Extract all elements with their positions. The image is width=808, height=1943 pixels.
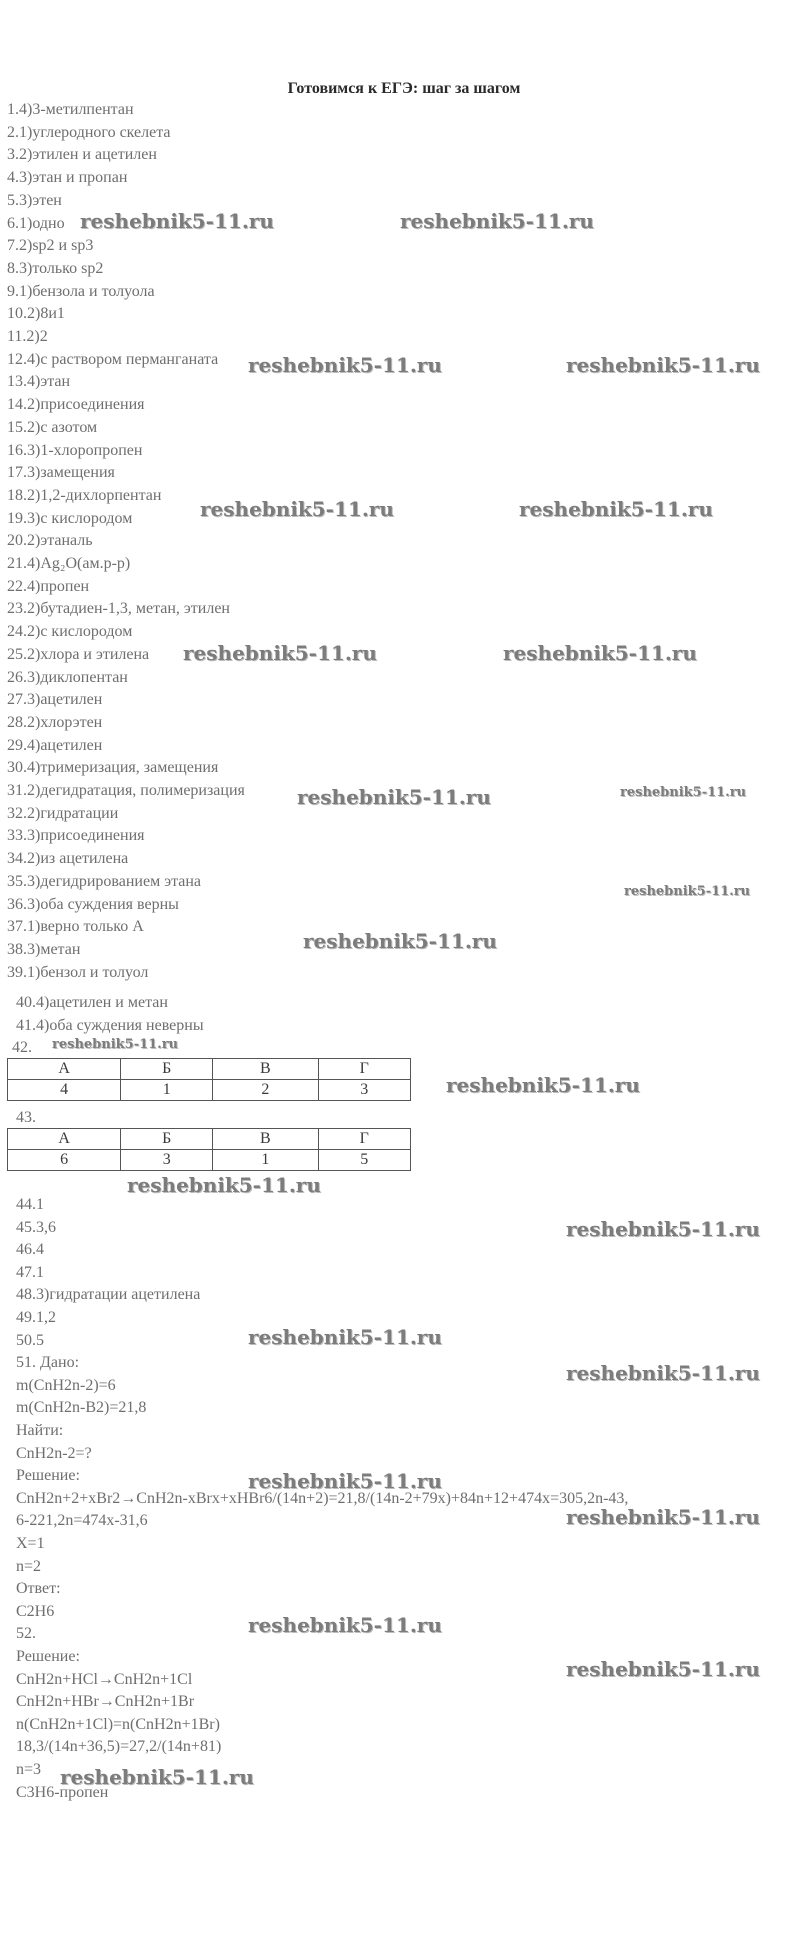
answer-line: 2.1)углеродного скелета: [7, 123, 171, 141]
table42-header-b: Б: [121, 1059, 213, 1080]
answer-line: 12.4)с раствором перманганата: [7, 350, 219, 368]
answer-line: 33.3)присоединения: [7, 827, 145, 845]
answer-line: 10.2)8и1: [7, 305, 65, 323]
solution-line: n=2: [16, 1557, 42, 1575]
table43-header-c: В: [213, 1129, 318, 1150]
question-42-label: 42.: [12, 1039, 32, 1056]
solution-line: 18,3/(14n+36,5)=27,2/(14n+81): [16, 1738, 222, 1756]
watermark: reshebnik5-11.ru: [52, 1037, 179, 1052]
solution-line: Решение:: [16, 1467, 80, 1485]
answer-line: 31.2)дегидратация, полимеризация: [7, 782, 245, 799]
answer-line: 19.3)с кислородом: [7, 509, 133, 527]
watermark: reshebnik5-11.ru: [620, 785, 747, 800]
answer-line: 41.4)оба суждения неверны: [16, 1016, 204, 1034]
answer-line: 27.3)ацетилен: [7, 691, 103, 709]
question-43-label: 43.: [16, 1109, 36, 1126]
table42-value-d: 3: [318, 1080, 411, 1101]
table42-header-c: В: [213, 1059, 318, 1080]
answer-line: 37.1)верно только А: [7, 918, 144, 936]
answer-line: 3.2)этилен и ацетилен: [7, 146, 157, 164]
table42-value-a: 4: [8, 1080, 121, 1101]
watermark: reshebnik5-11.ru: [248, 1469, 442, 1493]
answer-line: 36.3)оба суждения верны: [7, 895, 179, 913]
solution-line: CnH2n+HCl→CnH2n+1Cl: [16, 1670, 193, 1688]
watermark: reshebnik5-11.ru: [519, 497, 713, 521]
answer-line: 22.4)пропен: [7, 577, 90, 595]
answer-line: 40.4)ацетилен и метан: [16, 994, 168, 1011]
answer-line: 7.2)sp2 и sp3: [7, 237, 94, 255]
solution-line: Решение:: [16, 1648, 80, 1665]
answer-line: 38.3)метан: [7, 940, 81, 958]
watermark: reshebnik5-11.ru: [248, 353, 442, 377]
table43-value-b: 3: [121, 1150, 213, 1171]
watermark: reshebnik5-11.ru: [183, 641, 377, 665]
answer-line: 21.4)Ag₂O(ам.р-р): [7, 555, 131, 572]
answer-table-42: [7, 1058, 411, 1101]
answer-line: 24.2)с кислородом: [7, 623, 133, 641]
answer-line: 18.2)1,2-дихлорпентан: [7, 486, 162, 504]
answer-line: 39.1)бензол и толуол: [7, 963, 149, 981]
answer-line: 9.1)бензола и толуола: [7, 282, 155, 300]
watermark: reshebnik5-11.ru: [566, 1657, 760, 1681]
watermark: reshebnik5-11.ru: [297, 785, 491, 809]
answer-line: 25.2)хлора и этилена: [7, 645, 150, 663]
table42-header-d: Г: [318, 1059, 411, 1080]
solution-line: 51. Дано:: [16, 1354, 80, 1372]
answer-line: 11.2)2: [7, 328, 48, 345]
watermark: reshebnik5-11.ru: [127, 1173, 321, 1197]
table43-header-b: Б: [121, 1129, 213, 1150]
answer-line: 5.3)этен: [7, 191, 62, 209]
watermark: reshebnik5-11.ru: [446, 1073, 640, 1097]
solution-line: CnH2n+2+xBr2→CnH2n-xBrx+xHBr6/(14n+2)=21,8/(14n-2+79x)+84n+12+474x=305,2n-43,: [16, 1489, 629, 1507]
watermark: reshebnik5-11.ru: [503, 641, 697, 665]
watermark: reshebnik5-11.ru: [566, 1505, 760, 1529]
answer-line: 13.4)этан: [7, 373, 71, 391]
answer-line: 17.3)замещения: [7, 464, 115, 482]
table43-value-c: 1: [213, 1150, 318, 1171]
answer-line: 4.3)этан и пропан: [7, 169, 128, 187]
solution-line: 52.: [16, 1625, 36, 1643]
solution-line: 6-221,2n=474x-31,6: [16, 1512, 148, 1530]
solution-line: n=3: [16, 1761, 42, 1778]
solution-line: Ответ:: [16, 1580, 61, 1598]
table42-value-c: 2: [213, 1080, 318, 1101]
solution-line: CnH2n+HBr→CnH2n+1Br: [16, 1693, 195, 1711]
watermark: reshebnik5-11.ru: [80, 209, 274, 233]
answer-line: 20.2)этаналь: [7, 532, 93, 550]
solution-line: C3H6-пропен: [16, 1783, 109, 1801]
solution-line: m(CnH2n-B2)=21,8: [16, 1399, 147, 1417]
answer-line: 8.3)только sp2: [7, 259, 104, 277]
watermark: reshebnik5-11.ru: [248, 1613, 442, 1637]
watermark: reshebnik5-11.ru: [624, 884, 751, 899]
answer-line: 34.2)из ацетилена: [7, 850, 129, 868]
solution-line: X=1: [16, 1535, 45, 1552]
table43-value-d: 5: [318, 1150, 411, 1171]
answer-line: 29.4)ацетилен: [7, 736, 103, 754]
solution-line: 48.3)гидратации ацетилена: [16, 1286, 201, 1304]
watermark: reshebnik5-11.ru: [60, 1765, 254, 1789]
table43-header-d: Г: [318, 1129, 411, 1150]
watermark: reshebnik5-11.ru: [566, 1217, 760, 1241]
watermark: reshebnik5-11.ru: [303, 929, 497, 953]
table42-value-b: 1: [121, 1080, 213, 1101]
solution-line: C2H6: [16, 1602, 55, 1620]
table43-value-a: 6: [8, 1150, 121, 1171]
answer-line: 23.2)бутадиен-1,3, метан, этилен: [7, 600, 230, 618]
watermark: reshebnik5-11.ru: [400, 209, 594, 233]
answer-line: 26.3)диклопентан: [7, 668, 128, 686]
watermark: reshebnik5-11.ru: [566, 353, 760, 377]
page-title: Готовимся к ЕГЭ: шаг за шагом: [287, 80, 521, 97]
answer-line: 35.3)дегидрированием этана: [7, 872, 202, 890]
answer-line: 28.2)хлорэтен: [7, 713, 103, 731]
solution-line: CnH2n-2=?: [16, 1444, 92, 1462]
table42-header-a: А: [8, 1059, 121, 1080]
solution-line: Найти:: [16, 1422, 64, 1439]
answer-line: 6.1)одно: [7, 214, 65, 232]
solution-line: m(CnH2n-2)=6: [16, 1376, 116, 1394]
answer-line: 15.2)с азотом: [7, 418, 98, 436]
answer-table-43: [7, 1128, 411, 1171]
watermark: reshebnik5-11.ru: [248, 1325, 442, 1349]
answer-line: 14.2)присоединения: [7, 396, 145, 414]
answer-line: 1.4)3-метилпентан: [7, 101, 134, 118]
answer-line: 30.4)тримеризация, замещения: [7, 759, 219, 777]
answer-line: 32.2)гидратации: [7, 804, 119, 822]
solution-line: 44.1: [16, 1196, 44, 1213]
solution-line: 50.5: [16, 1331, 44, 1349]
solution-line: 47.1: [16, 1263, 44, 1281]
solution-line: 45.3,6: [16, 1218, 56, 1236]
watermark: reshebnik5-11.ru: [200, 497, 394, 521]
solution-line: n(CnH2n+1Cl)=n(CnH2n+1Br): [16, 1715, 220, 1733]
table43-header-a: А: [8, 1129, 121, 1150]
watermark: reshebnik5-11.ru: [566, 1361, 760, 1385]
solution-line: 46.4: [16, 1241, 44, 1259]
solution-line: 49.1,2: [16, 1309, 56, 1326]
answer-line: 16.3)1-хлоропропен: [7, 441, 143, 459]
